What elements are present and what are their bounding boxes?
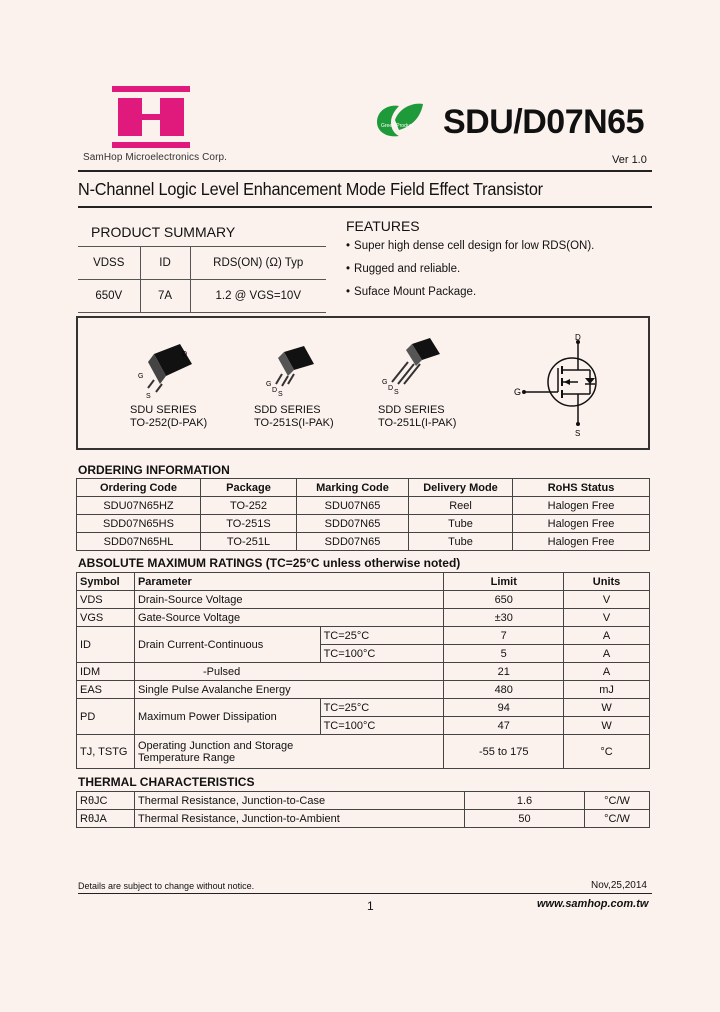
amr-units: A bbox=[564, 645, 650, 663]
to251s-package-icon bbox=[258, 338, 328, 404]
amr-limit: 650 bbox=[444, 591, 564, 609]
schematic-drain-label: D bbox=[575, 334, 581, 342]
amr-condition: TC=25°C bbox=[320, 627, 444, 645]
pkg3-pin-s: S bbox=[394, 389, 399, 396]
amr-parameter-line1: Operating Junction and Storage bbox=[137, 739, 294, 752]
feature-item: • Suface Mount Package. bbox=[346, 284, 594, 307]
package-label-1 bbox=[130, 404, 207, 430]
amr-units: W bbox=[564, 717, 650, 735]
page-number: 1 bbox=[367, 899, 374, 913]
table-row bbox=[77, 681, 650, 699]
thermal-parameter: Thermal Resistance, Junction-to-Ambient bbox=[135, 810, 465, 828]
ord-cell: SDU07N65HZ bbox=[77, 497, 201, 515]
amr-parameter bbox=[134, 735, 443, 769]
thermal-units: °C/W bbox=[585, 810, 650, 828]
thermal-title: THERMAL CHARACTERISTICS bbox=[78, 775, 255, 789]
amr-symbol: VGS bbox=[77, 609, 135, 627]
ps-header-rds: RDS(ON) (Ω) Typ bbox=[190, 247, 326, 280]
mosfet-schematic-icon bbox=[510, 334, 610, 438]
amr-condition: TC=100°C bbox=[320, 717, 444, 735]
amr-units: mJ bbox=[564, 681, 650, 699]
abs-max-table bbox=[76, 572, 650, 769]
version-label: Ver 1.0 bbox=[612, 154, 647, 166]
green-logo-text: Green Product bbox=[381, 123, 414, 129]
ord-cell: Tube bbox=[409, 533, 513, 551]
amr-header-symbol: Symbol bbox=[77, 573, 135, 591]
amr-parameter: Drain Current-Continuous bbox=[134, 627, 320, 663]
table-row bbox=[77, 735, 650, 769]
company-name: SamHop Microelectronics Corp. bbox=[83, 152, 228, 163]
amr-units: A bbox=[564, 663, 650, 681]
table-row bbox=[77, 515, 650, 533]
amr-parameter: Single Pulse Avalanche Energy bbox=[134, 681, 443, 699]
pkg2-pin-d: D bbox=[272, 387, 278, 394]
pkg1-pin-d: D bbox=[182, 351, 188, 358]
amr-parameter: Gate-Source Voltage bbox=[134, 609, 443, 627]
ordering-table bbox=[76, 478, 650, 551]
ord-cell: Tube bbox=[409, 515, 513, 533]
amr-limit: 7 bbox=[444, 627, 564, 645]
package-type: TO-251S(I-PAK) bbox=[254, 417, 334, 429]
ord-header: Package bbox=[201, 479, 297, 497]
amr-header-parameter: Parameter bbox=[134, 573, 443, 591]
amr-parameter: Maximum Power Dissipation bbox=[134, 699, 320, 735]
table-row bbox=[77, 792, 650, 810]
product-summary-title: PRODUCT SUMMARY bbox=[91, 224, 236, 240]
table-row bbox=[77, 663, 650, 681]
package-type: TO-251L(I-PAK) bbox=[378, 417, 457, 429]
to252-package-icon bbox=[134, 336, 204, 402]
abs-max-title: ABSOLUTE MAXIMUM RATINGS (TC=25°C unless otherwise noted) bbox=[78, 556, 461, 570]
ord-cell: Reel bbox=[409, 497, 513, 515]
feature-item: • Rugged and reliable. bbox=[346, 261, 594, 284]
thermal-table bbox=[76, 791, 650, 828]
amr-limit: 480 bbox=[444, 681, 564, 699]
website-link[interactable]: www.samhop.com.tw bbox=[537, 898, 649, 910]
ord-cell: TO-252 bbox=[201, 497, 297, 515]
amr-header-units: Units bbox=[564, 573, 650, 591]
table-row bbox=[77, 810, 650, 828]
ord-header: Delivery Mode bbox=[409, 479, 513, 497]
amr-symbol: VDS bbox=[77, 591, 135, 609]
ps-value-vdss: 650V bbox=[78, 280, 140, 313]
green-product-logo bbox=[365, 100, 427, 140]
amr-parameter: Drain-Source Voltage bbox=[134, 591, 443, 609]
amr-limit: -55 to 175 bbox=[444, 735, 564, 769]
pkg2-pin-g: G bbox=[266, 381, 272, 388]
feature-item: • Super high dense cell design for low RDS(ON). bbox=[346, 238, 594, 261]
thermal-value: 1.6 bbox=[465, 792, 585, 810]
product-summary-table bbox=[78, 246, 326, 313]
features-title: FEATURES bbox=[346, 218, 420, 234]
package-series: SDD SERIES bbox=[254, 404, 321, 416]
ord-cell: Halogen Free bbox=[513, 515, 650, 533]
package-series: SDU SERIES bbox=[130, 404, 197, 416]
amr-limit: 47 bbox=[444, 717, 564, 735]
ord-cell: SDD07N65HS bbox=[77, 515, 201, 533]
ps-header-id: ID bbox=[140, 247, 190, 280]
amr-units: °C bbox=[564, 735, 650, 769]
schematic-source-label: S bbox=[575, 429, 581, 438]
footer-note: Details are subject to change without notice. bbox=[78, 881, 255, 891]
ord-cell: Halogen Free bbox=[513, 497, 650, 515]
pkg2-pin-s: S bbox=[278, 391, 283, 398]
document-title: N-Channel Logic Level Enhancement Mode Field Effect Transistor bbox=[78, 179, 543, 199]
package-label-3 bbox=[378, 404, 456, 430]
ord-cell: TO-251S bbox=[201, 515, 297, 533]
amr-limit: 5 bbox=[444, 645, 564, 663]
thermal-symbol: RθJA bbox=[77, 810, 135, 828]
amr-symbol: IDM bbox=[77, 663, 135, 681]
ord-header: Marking Code bbox=[297, 479, 409, 497]
table-row bbox=[77, 591, 650, 609]
package-series: SDD SERIES bbox=[378, 404, 445, 416]
amr-units: V bbox=[564, 591, 650, 609]
amr-units: A bbox=[564, 627, 650, 645]
ord-header: Ordering Code bbox=[77, 479, 201, 497]
thermal-value: 50 bbox=[465, 810, 585, 828]
features-list bbox=[346, 238, 594, 307]
amr-condition: TC=100°C bbox=[320, 645, 444, 663]
thermal-parameter: Thermal Resistance, Junction-to-Case bbox=[135, 792, 465, 810]
ps-value-id: 7A bbox=[140, 280, 190, 313]
thermal-symbol: RθJC bbox=[77, 792, 135, 810]
pkg3-pin-d: D bbox=[388, 385, 394, 392]
amr-header-limit: Limit bbox=[444, 573, 564, 591]
ord-cell: SDU07N65 bbox=[297, 497, 409, 515]
table-row bbox=[77, 497, 650, 515]
ps-value-rds: 1.2 @ VGS=10V bbox=[190, 280, 326, 313]
amr-limit: ±30 bbox=[444, 609, 564, 627]
package-type: TO-252(D-PAK) bbox=[130, 417, 208, 429]
samhop-logo bbox=[112, 86, 190, 148]
ordering-title: ORDERING INFORMATION bbox=[78, 463, 230, 477]
schematic-gate-label: G bbox=[514, 387, 522, 397]
header-rule-bottom bbox=[78, 206, 652, 208]
ord-cell: SDD07N65 bbox=[297, 515, 409, 533]
table-row bbox=[77, 627, 650, 645]
amr-units: V bbox=[564, 609, 650, 627]
ord-cell: SDD07N65HL bbox=[77, 533, 201, 551]
pkg3-pin-g: G bbox=[382, 379, 388, 386]
ord-cell: SDD07N65 bbox=[297, 533, 409, 551]
to251l-package-icon bbox=[378, 332, 448, 398]
amr-limit: 21 bbox=[444, 663, 564, 681]
amr-units: W bbox=[564, 699, 650, 717]
ord-header: RoHS Status bbox=[513, 479, 650, 497]
amr-symbol: ID bbox=[77, 627, 135, 663]
package-label-2 bbox=[254, 404, 334, 430]
pkg1-pin-g: G bbox=[138, 373, 144, 380]
part-number: SDU/D07N65 bbox=[443, 103, 644, 141]
header-rule-top bbox=[78, 170, 652, 172]
amr-condition: TC=25°C bbox=[320, 699, 444, 717]
amr-symbol: TJ, TSTG bbox=[77, 735, 135, 769]
ord-cell: TO-251L bbox=[201, 533, 297, 551]
amr-parameter: -Pulsed bbox=[134, 663, 443, 681]
footer-date: Nov,25,2014 bbox=[591, 880, 647, 891]
pkg1-pin-s: S bbox=[146, 393, 151, 400]
ord-cell: Halogen Free bbox=[513, 533, 650, 551]
table-row bbox=[77, 609, 650, 627]
amr-parameter-line2: Temperature Range bbox=[137, 751, 236, 764]
amr-symbol: PD bbox=[77, 699, 135, 735]
ps-header-vdss: VDSS bbox=[78, 247, 140, 280]
table-row bbox=[77, 533, 650, 551]
thermal-units: °C/W bbox=[585, 792, 650, 810]
table-row bbox=[77, 699, 650, 717]
package-box bbox=[76, 316, 650, 450]
amr-symbol: EAS bbox=[77, 681, 135, 699]
amr-limit: 94 bbox=[444, 699, 564, 717]
footer-rule bbox=[78, 893, 652, 894]
